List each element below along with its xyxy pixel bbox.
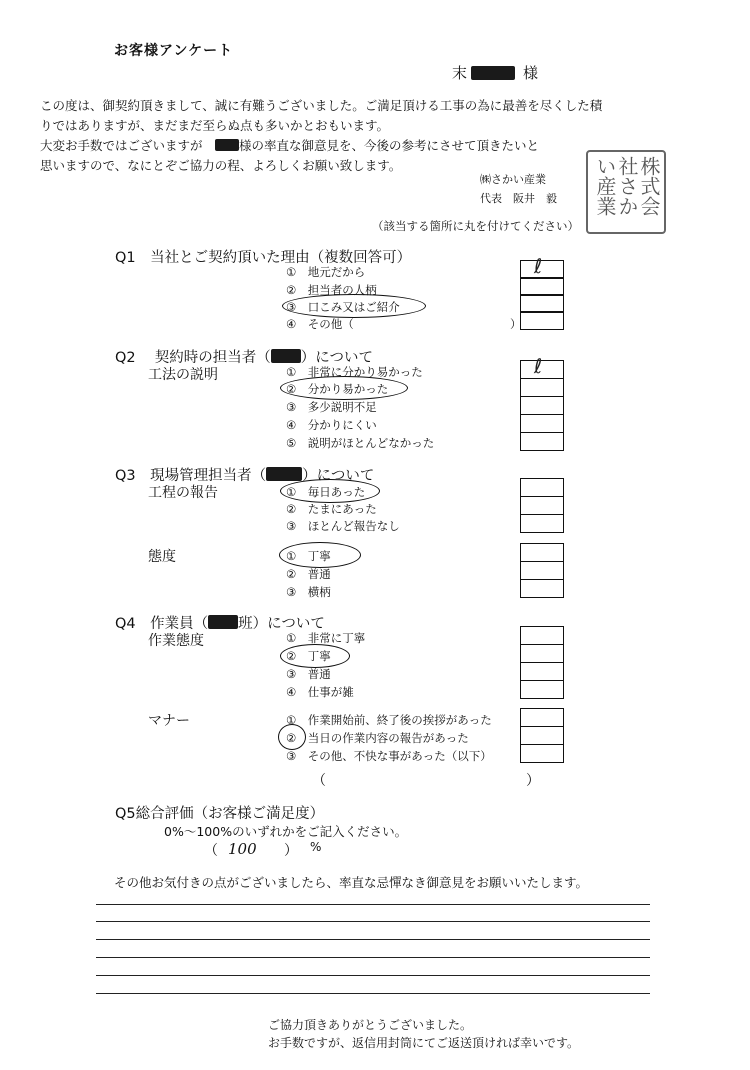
- q2-sub: 工法の説明: [148, 367, 218, 383]
- checkbox[interactable]: [520, 644, 564, 663]
- recipient-name: [452, 62, 538, 83]
- answer-circle: [280, 479, 380, 503]
- q3-sub-1: 工程の報告: [148, 485, 218, 501]
- checkbox[interactable]: [520, 414, 564, 433]
- q3-attitude-option-1[interactable]: ① 丁寧: [286, 549, 331, 563]
- checkbox[interactable]: [520, 378, 564, 397]
- answer-circle: [280, 376, 408, 400]
- footer-return-note: お手数ですが、返信用封筒にてご返送頂ければ幸いです。: [268, 1036, 580, 1050]
- q1-option-3[interactable]: ③ 口こみ又はご紹介: [286, 300, 400, 314]
- page-title: お客様アンケート: [114, 43, 234, 59]
- q5-answer[interactable]: 100: [228, 840, 257, 858]
- checkbox[interactable]: [520, 396, 564, 415]
- q3-option-3[interactable]: ③ ほとんど報告なし: [286, 519, 400, 533]
- q5-label: Q5総合評価（お客様ご満足度）: [115, 806, 325, 822]
- checkbox[interactable]: [520, 626, 564, 645]
- q4-sub-2: マナー: [148, 713, 190, 729]
- checkbox[interactable]: [520, 744, 564, 763]
- checkbox[interactable]: [520, 514, 564, 533]
- q1-label: Q1 当社とご契約頂いた理由（複数回答可）: [115, 250, 412, 266]
- q4-manner-option-2[interactable]: ② 当日の作業内容の報告があった: [286, 731, 469, 745]
- comment-line[interactable]: [96, 975, 650, 976]
- q4-sub-1: 作業態度: [148, 633, 204, 649]
- q4-manner-option-1[interactable]: ① 作業開始前、終了後の挨拶があった: [286, 713, 492, 727]
- q3-attitude-option-3[interactable]: ③ 横柄: [286, 585, 331, 599]
- q1-option-1[interactable]: ① 地元だから: [286, 265, 366, 279]
- company-name: ㈱さかい産業: [480, 173, 546, 186]
- q5-answer-open: （: [204, 843, 218, 859]
- redacted-name: [271, 349, 301, 363]
- q1-option-4-close: ）: [510, 317, 522, 331]
- q3-option-1[interactable]: ① 毎日あった: [286, 485, 366, 499]
- instruction-note: （該当する箇所に丸を付けてください）: [372, 219, 579, 233]
- checkbox[interactable]: [520, 478, 564, 497]
- comment-line[interactable]: [96, 921, 650, 922]
- intro-line-4: 思いますので、なにとぞご協力の程、よろしくお願い致します。: [40, 158, 402, 173]
- redacted-name: [208, 615, 238, 629]
- q4-option-4[interactable]: ④ 仕事が雑: [286, 685, 354, 699]
- q3-sub-2: 態度: [148, 549, 176, 565]
- checkbox[interactable]: [520, 543, 564, 562]
- q3-label-a: Q3 現場管理担当者（: [115, 468, 267, 484]
- answer-circle: [280, 644, 350, 668]
- q5-unit: %: [310, 840, 322, 854]
- representative: 代表 阪井 毅: [480, 192, 557, 205]
- q4-manner-option-3[interactable]: ③ その他、不快な事があった（以下）: [286, 749, 492, 763]
- comment-line[interactable]: [96, 993, 650, 994]
- intro-line-1: この度は、御契約頂きまして、誠に有難うございました。ご満足頂ける工事の為に最善を尽くした積: [40, 98, 603, 113]
- q4-label-b: 班）について: [238, 616, 325, 632]
- redacted-name: [215, 139, 239, 151]
- q4-option-1[interactable]: ① 非常に丁寧: [286, 631, 366, 645]
- checkbox[interactable]: [520, 662, 564, 681]
- q2-option-3[interactable]: ③ 多少説明不足: [286, 400, 377, 414]
- company-seal: 株式会社さかい産業: [586, 150, 666, 234]
- q4-label-a: Q4 作業員（: [115, 616, 209, 632]
- q3-attitude-option-2[interactable]: ② 普通: [286, 567, 331, 581]
- redacted-name: [266, 467, 302, 481]
- q2-option-1[interactable]: ① 非常に分かり易かった: [286, 365, 423, 379]
- answer-circle: [279, 542, 361, 568]
- check-mark-icon: ℓ: [534, 354, 543, 378]
- q4-other-paren-close: ）: [526, 773, 540, 789]
- intro-line-3a: 大変お手数ではございますが: [40, 138, 203, 153]
- recipient-prefix: 末: [452, 64, 468, 82]
- q3-label-b: ）について: [302, 468, 375, 484]
- q1-option-4[interactable]: ④ その他（: [286, 317, 354, 331]
- q2-option-5[interactable]: ⑤ 説明がほとんどなかった: [286, 436, 435, 450]
- q2-label-b: ）について: [300, 350, 373, 366]
- intro-line-3: [40, 136, 539, 154]
- checkbox[interactable]: [520, 311, 564, 330]
- recipient-suffix: 様: [523, 64, 539, 82]
- comment-line[interactable]: [96, 904, 650, 905]
- q5-answer-close: ）: [284, 843, 298, 859]
- q2-label-a: Q2 契約時の担当者（: [115, 350, 271, 366]
- comments-prompt: その他お気付きの点がございましたら、率直な忌憚なき御意見をお願いいたします。: [114, 875, 589, 890]
- q2-option-2[interactable]: ② 分かり易かった: [286, 382, 389, 396]
- checkbox[interactable]: [520, 708, 564, 727]
- q4-other-paren-open: （: [312, 773, 326, 789]
- checkbox[interactable]: [520, 726, 564, 745]
- checkbox[interactable]: [520, 561, 564, 580]
- q4-option-3[interactable]: ③ 普通: [286, 667, 331, 681]
- q4-option-2[interactable]: ② 丁寧: [286, 649, 331, 663]
- answer-circle: [282, 294, 426, 318]
- redacted-name: [471, 66, 515, 80]
- comment-line[interactable]: [96, 939, 650, 940]
- q1-option-2[interactable]: ② 担当者の人柄: [286, 283, 377, 297]
- checkbox[interactable]: [520, 496, 564, 515]
- footer-thanks: ご協力頂きありがとうございました。: [268, 1018, 473, 1032]
- checkbox[interactable]: [520, 680, 564, 699]
- checkbox[interactable]: [520, 432, 564, 451]
- q2-option-4[interactable]: ④ 分かりにくい: [286, 418, 377, 432]
- comment-line[interactable]: [96, 957, 650, 958]
- intro-line-3b: 様の率直な御意見を、今後の参考にさせて頂きたいと: [239, 138, 540, 153]
- checkbox[interactable]: [520, 579, 564, 598]
- answer-circle: [278, 724, 306, 750]
- intro-line-2: りではありますが、まだまだ至らぬ点も多いかとおもいます。: [40, 118, 390, 133]
- q5-instruction: 0%～100%のいずれかをご記入ください。: [164, 824, 408, 839]
- q3-option-2[interactable]: ② たまにあった: [286, 502, 377, 516]
- check-mark-icon: ℓ: [534, 254, 543, 278]
